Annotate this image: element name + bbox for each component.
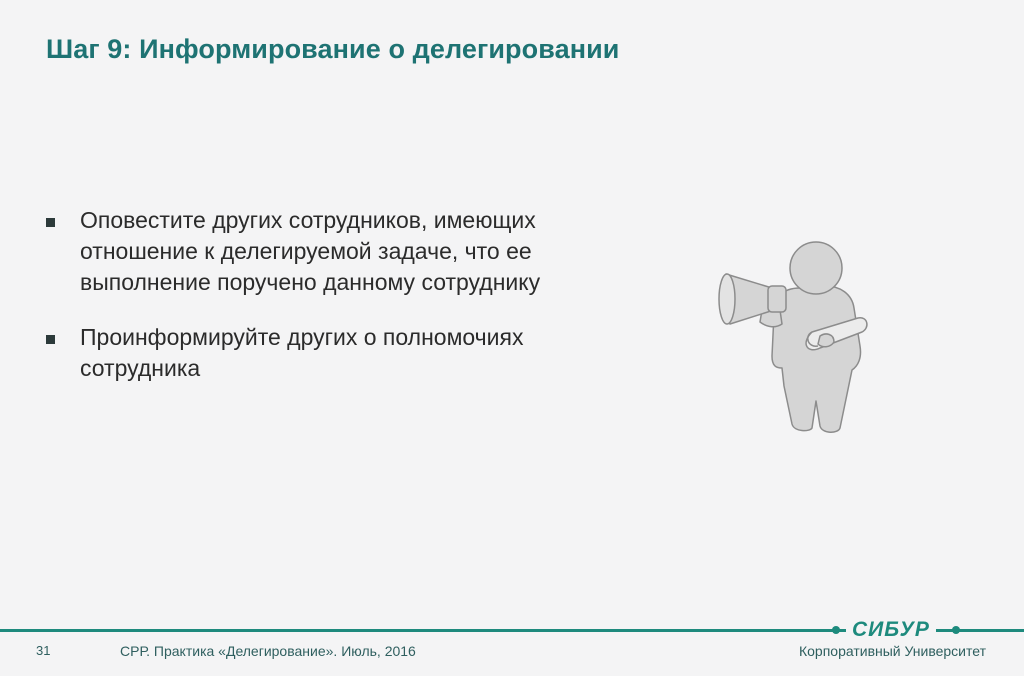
- page-number: 31: [36, 643, 51, 658]
- footer-caption: СРР. Практика «Делегирование». Июль, 2016: [120, 643, 416, 659]
- logo-wordmark: СИБУР: [846, 618, 936, 642]
- bullet-text: Проинформируйте других о полномочиях сотрудника: [80, 324, 524, 381]
- slide-title: Шаг 9: Информирование о делегировании: [46, 34, 620, 64]
- person-megaphone-icon: [712, 236, 882, 436]
- bullet-text: Оповестите других сотрудников, имеющих отношение к делегируемой задаче, что ее выполнение поручено данному сотруднику: [80, 207, 541, 295]
- bullet-square-icon: [46, 335, 55, 344]
- bullet-item-authority: [46, 322, 606, 384]
- footer-organization: Корпоративный Университет: [798, 643, 986, 659]
- company-logo: [830, 618, 970, 642]
- logo-dot-left: [832, 626, 840, 634]
- bullet-square-icon: [46, 218, 55, 227]
- bullet-item-notify: [46, 205, 606, 298]
- bullet-list: [46, 205, 606, 408]
- logo-dot-right: [952, 626, 960, 634]
